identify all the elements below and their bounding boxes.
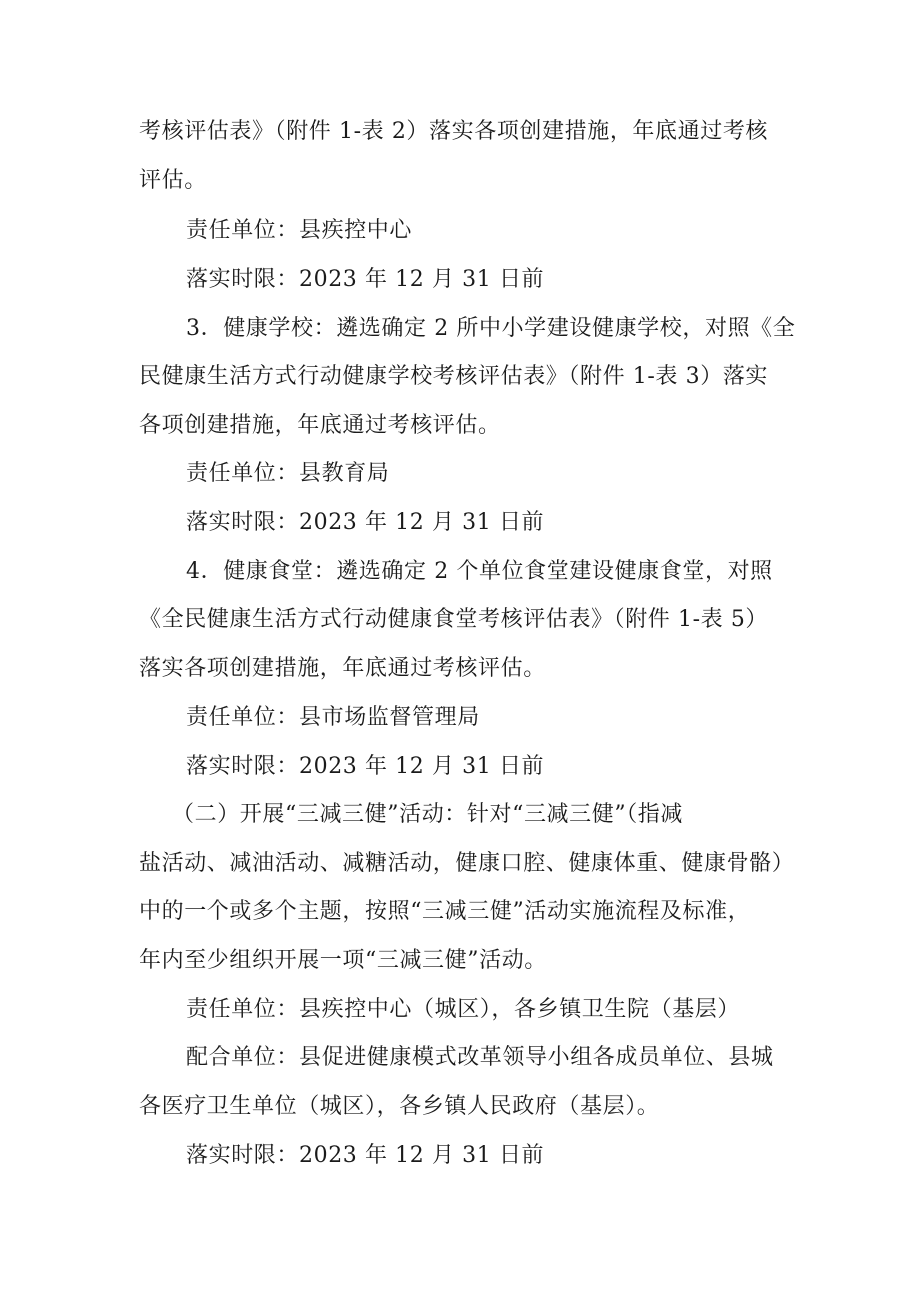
paragraph-line: 年内至少组织开展一项“三减三健”活动。: [139, 948, 547, 973]
responsible-unit-line: 责任单位：县疾控中心: [186, 218, 413, 243]
section-heading-line: （二）开展“三减三健”活动：针对“三减三健”（指减: [172, 802, 683, 827]
paragraph-line: 中的一个或多个主题，按照“三减三健”活动实施流程及标准，: [139, 899, 751, 924]
item-heading-line: 4．健康食堂：遴选确定 2 个单位食堂建设健康食堂，对照: [186, 559, 773, 584]
paragraph-line: 盐活动、减油活动、减糖活动，健康口腔、健康体重、健康骨骼）: [139, 851, 795, 876]
responsible-unit-line: 责任单位：县教育局: [186, 461, 390, 486]
responsible-unit-line: 责任单位：县市场监督管理局: [186, 705, 480, 730]
paragraph-line: 评估。: [139, 168, 207, 193]
deadline-line: 落实时限：2023 年 12 月 31 日前: [186, 267, 545, 292]
paragraph-line: 《全民健康生活方式行动健康食堂考核评估表》（附件 1-表 5）: [139, 607, 769, 632]
paragraph-line: 考核评估表》（附件 1-表 2）落实各项创建措施，年底通过考核: [139, 119, 769, 144]
deadline-line: 落实时限：2023 年 12 月 31 日前: [186, 1143, 545, 1168]
paragraph-line: 落实各项创建措施，年底通过考核评估。: [139, 656, 546, 681]
paragraph-line: 各项创建措施，年底通过考核评估。: [139, 413, 501, 438]
deadline-line: 落实时限：2023 年 12 月 31 日前: [186, 754, 545, 779]
deadline-line: 落实时限：2023 年 12 月 31 日前: [186, 510, 545, 535]
responsible-unit-line: 责任单位：县疾控中心（城区），各乡镇卫生院（基层）: [186, 997, 741, 1022]
paragraph-line: 各医疗卫生单位（城区），各乡镇人民政府（基层）。: [139, 1094, 660, 1119]
cooperating-unit-line: 配合单位：县促进健康模式改革领导小组各成员单位、县城: [186, 1045, 774, 1070]
paragraph-line: 民健康生活方式行动健康学校考核评估表》（附件 1-表 3）落实: [139, 364, 769, 389]
item-heading-line: 3．健康学校：遴选确定 2 所中小学建设健康学校，对照《全: [186, 316, 796, 341]
